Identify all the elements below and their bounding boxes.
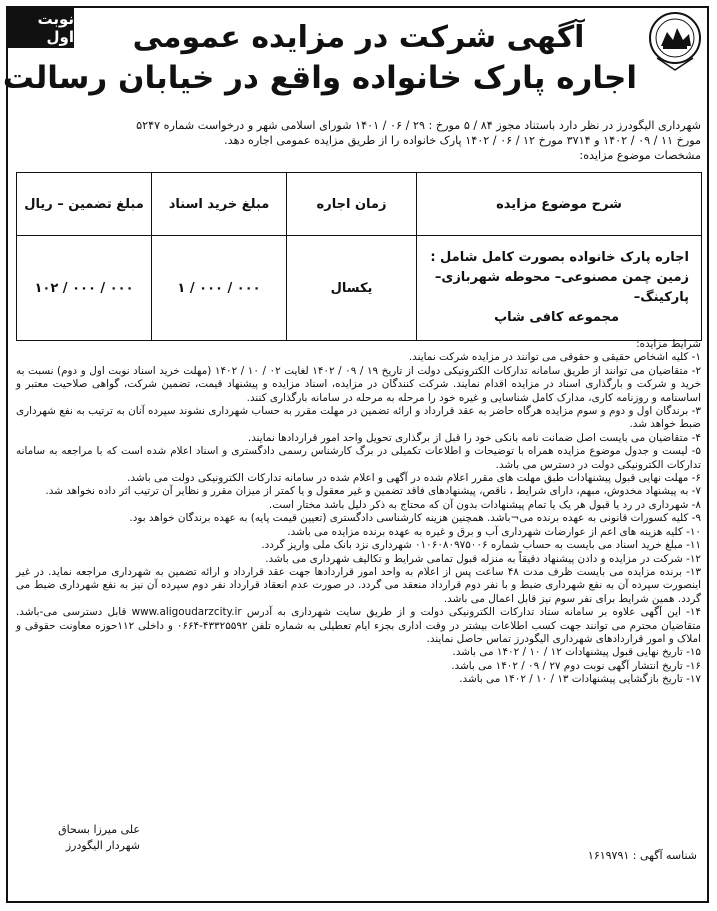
condition-item: ۲- متقاضیان می توانند از طریق سامانه تدارکات الکترونیکی دولت از تاریخ ۱۹ / ۰۹ / ۱۴۰۲ لغایت ۰۲ / ۱۰ / ۱۴۰۲ (مهلت خرید اسناد نوبت اول و دوم) نسبت به خرید و شرکت و بارگذاری اسناد در مزایده اقدام نمایند. شرکت کنندگان در مزایده، اسناد مزایده و پیشنهاد قیمت، تضمین شرکت، گواهی صلاحیت معتبر و اساسنامه و روزنامه کاری، مدارک کامل شناسایی و غیره خود را مرحله به مرحله در سامانه بارگذاری کنند. [16, 364, 702, 404]
condition-item: ۶- مهلت نهایی قبول پیشنهادات طبق مهلت های مقرر اعلام شده در آگهی و اعلام شده در سامانه تدارکات الکترونیکی دولت می باشد. [127, 472, 701, 485]
header-doc-price: مبلغ خرید اسناد [152, 173, 287, 236]
condition-item: ۱۶- تاریخ انتشار آگهی نوبت دوم ۲۷ / ۰۹ / ۱۴۰۲ می باشد. [451, 659, 701, 672]
subject-line: اجاره پارک خانواده بصورت کامل شامل : [430, 250, 689, 265]
subject-line: مجموعه کافی شاپ [494, 310, 619, 325]
signature-block [20, 822, 140, 854]
municipality-logo-icon [647, 10, 703, 74]
condition-item: ۴- متقاضیان می بایست اصل ضمانت نامه بانکی خود را قبل از برگذاری تحویل واحد امور قراردادها نمایند. [247, 431, 701, 444]
intro-line: مشخصات موضوع مزایده: [579, 149, 701, 162]
signatory-name: علی میرزا بسحاق [58, 823, 140, 836]
condition-item: ۹- کلیه کسورات قانونی به عهده برنده می¬باشد. همچنین هزینه کارشناسی دادگستری (تعیین قیمت پایه) به عهده برندگان خواهد بود. [129, 512, 701, 525]
intro-paragraph [16, 118, 701, 163]
notice-title: آگهی شرکت در مزایده عمومی [132, 20, 585, 55]
conditions-title: شرایط مزایده: [636, 338, 701, 350]
header-duration: زمان اجاره [287, 173, 417, 236]
intro-line: مورخ ۱۱ / ۰۹ / ۱۴۰۲ و ۳۷۱۴ مورخ ۱۲ / ۰۶ / ۱۴۰۲ پارک خانواده را از طریق مزایده عمومی اجاره دهد. [224, 134, 701, 147]
condition-item: ۳- برندگان اول و دوم و سوم مزایده هرگاه حاضر به عقد قرارداد و ارائه تضمین در مهلت مقرر به حساب شهرداری نشوند سپرده آنان به ترتیب به نفع شهرداری ضبط خواهد شد. [16, 405, 701, 431]
header-guarantee: مبلغ تضمین – ریال [17, 173, 152, 236]
condition-item: ۵- لیست و جدول موضوع مزایده همراه با توضیحات و اطلاعات تکمیلی در برگ کارشناس رسمی دادگستری و اسناد اعلام شده است که با مراجعه به سامانه تدارکات الکترونیکی دولت در دسترس می باشد. [16, 445, 701, 471]
conditions-list [16, 338, 701, 687]
condition-item: ۱۳- برنده مزایده می بایست ظرف مدت ۴۸ ساعت پس از اعلام به واحد امور قراردادها جهت عقد قرارداد و ارائه تضمین به شهرداری مراجعه نماید. در غیر اینصورت سپرده آن به نفع شهرداری ضبط و با نفر دوم قرارداد منعقد می گردد. در صورت عدم انعقاد قرارداد نفر دوم سپرده آن نیز به نفع شهرداری ضبط می گردد. همین شرایط برای نفر سوم نیز قابل اعمال می باشد. [16, 565, 701, 605]
subject-line: زمین چمن مصنوعی– محوطه شهربازی– پارکینگ– [434, 270, 689, 305]
cell-doc-price: ۰۰۰ / ۰۰۰ / ۱ [152, 236, 287, 341]
condition-item: ۱۷- تاریخ بازگشایی پیشنهادات ۱۳ / ۱۰ / ۱۴۰۲ می باشد. [459, 673, 701, 686]
table-header-row [17, 173, 702, 236]
cell-guarantee: ۰۰۰ / ۰۰۰ / ۱۰۲ [17, 236, 152, 341]
cell-subject [417, 236, 702, 341]
condition-item: ۱۰- کلیه هزینه های اعم از عوارضات شهرداری آب و برق و غیره به عهده برنده مزایده می باشد. [287, 525, 701, 538]
cell-duration: یکسال [287, 236, 417, 341]
notice-subtitle: اجاره پارک خانواده واقع در خیابان رسالت [2, 60, 637, 96]
condition-item: ۱۱- مبلغ خرید اسناد می بایست به حساب شماره ۰۱۰۶۰۸۰۹۷۵۰۰۶ شهرداری نزد بانک ملی واریز گردد. [261, 539, 701, 552]
condition-item: ۱۵- تاریخ نهایی قبول پیشنهادات ۱۲ / ۱۰ / ۱۴۰۲ می باشد. [452, 646, 701, 659]
auction-items-table [16, 172, 702, 341]
issue-badge: نوبت اول [8, 8, 74, 48]
table-row [17, 236, 702, 341]
intro-line: شهرداری الیگودرز در نظر دارد باستناد مجوز ۸۴ / ۵ مورخ : ۲۹ / ۰۶ / ۱۴۰۱ شورای اسلامی شهر و درخواست شماره ۵۲۴۷ [136, 119, 701, 132]
condition-item: ۱۲- شرکت در مزایده و دادن پیشنهاد دقیقاً به منزله قبول تمامی شرایط و تکالیف شهرداری می باشد. [265, 552, 701, 565]
condition-item: ۷- به پیشنهاد مخدوش، مبهم، دارای شرایط ، ناقص، پیشنهادهای فاقد تضمین و غیر معقول و یا کمتر از میزان مقرر و نظایر آن ترتیب اثر داده نخواهد شد. [45, 485, 701, 498]
condition-item: ۱- کلیه اشخاص حقیقی و حقوقی می توانند در مزایده شرکت نمایند. [408, 351, 701, 364]
header-subject: شرح موضوع مزایده [417, 173, 702, 236]
condition-item: ۱۴- این آگهی علاوه بر سامانه ستاد تدارکات الکترونیکی دولت و از طریق سایت شهرداری به آدرس www.aligoudarzcity.ir قابل دسترسی می-باشد. متقاضیان محترم می توانند جهت کسب اطلاعات بیشتر در وقت اداری بجزء ایام تعطیلی به شماره تلفن ۴۳۳۲۵۵۹۲-۰۶۶۴ و داخلی ۱۱۲حوزه معاونت حقوقی و املاک و امور قراردادهای شهرداری الیگودرز تماس حاصل نمایند. [16, 606, 702, 645]
condition-item: ۸- شهرداری در رد یا قبول هر یک یا تمام پیشنهادات بدون آن که محتاج به ذکر دلیل باشد مختار است. [268, 498, 701, 511]
ad-id: شناسه آگهی : ۱۶۱۹۷۹۱ [587, 849, 697, 862]
signatory-title: شهردار الیگودرز [65, 839, 140, 852]
